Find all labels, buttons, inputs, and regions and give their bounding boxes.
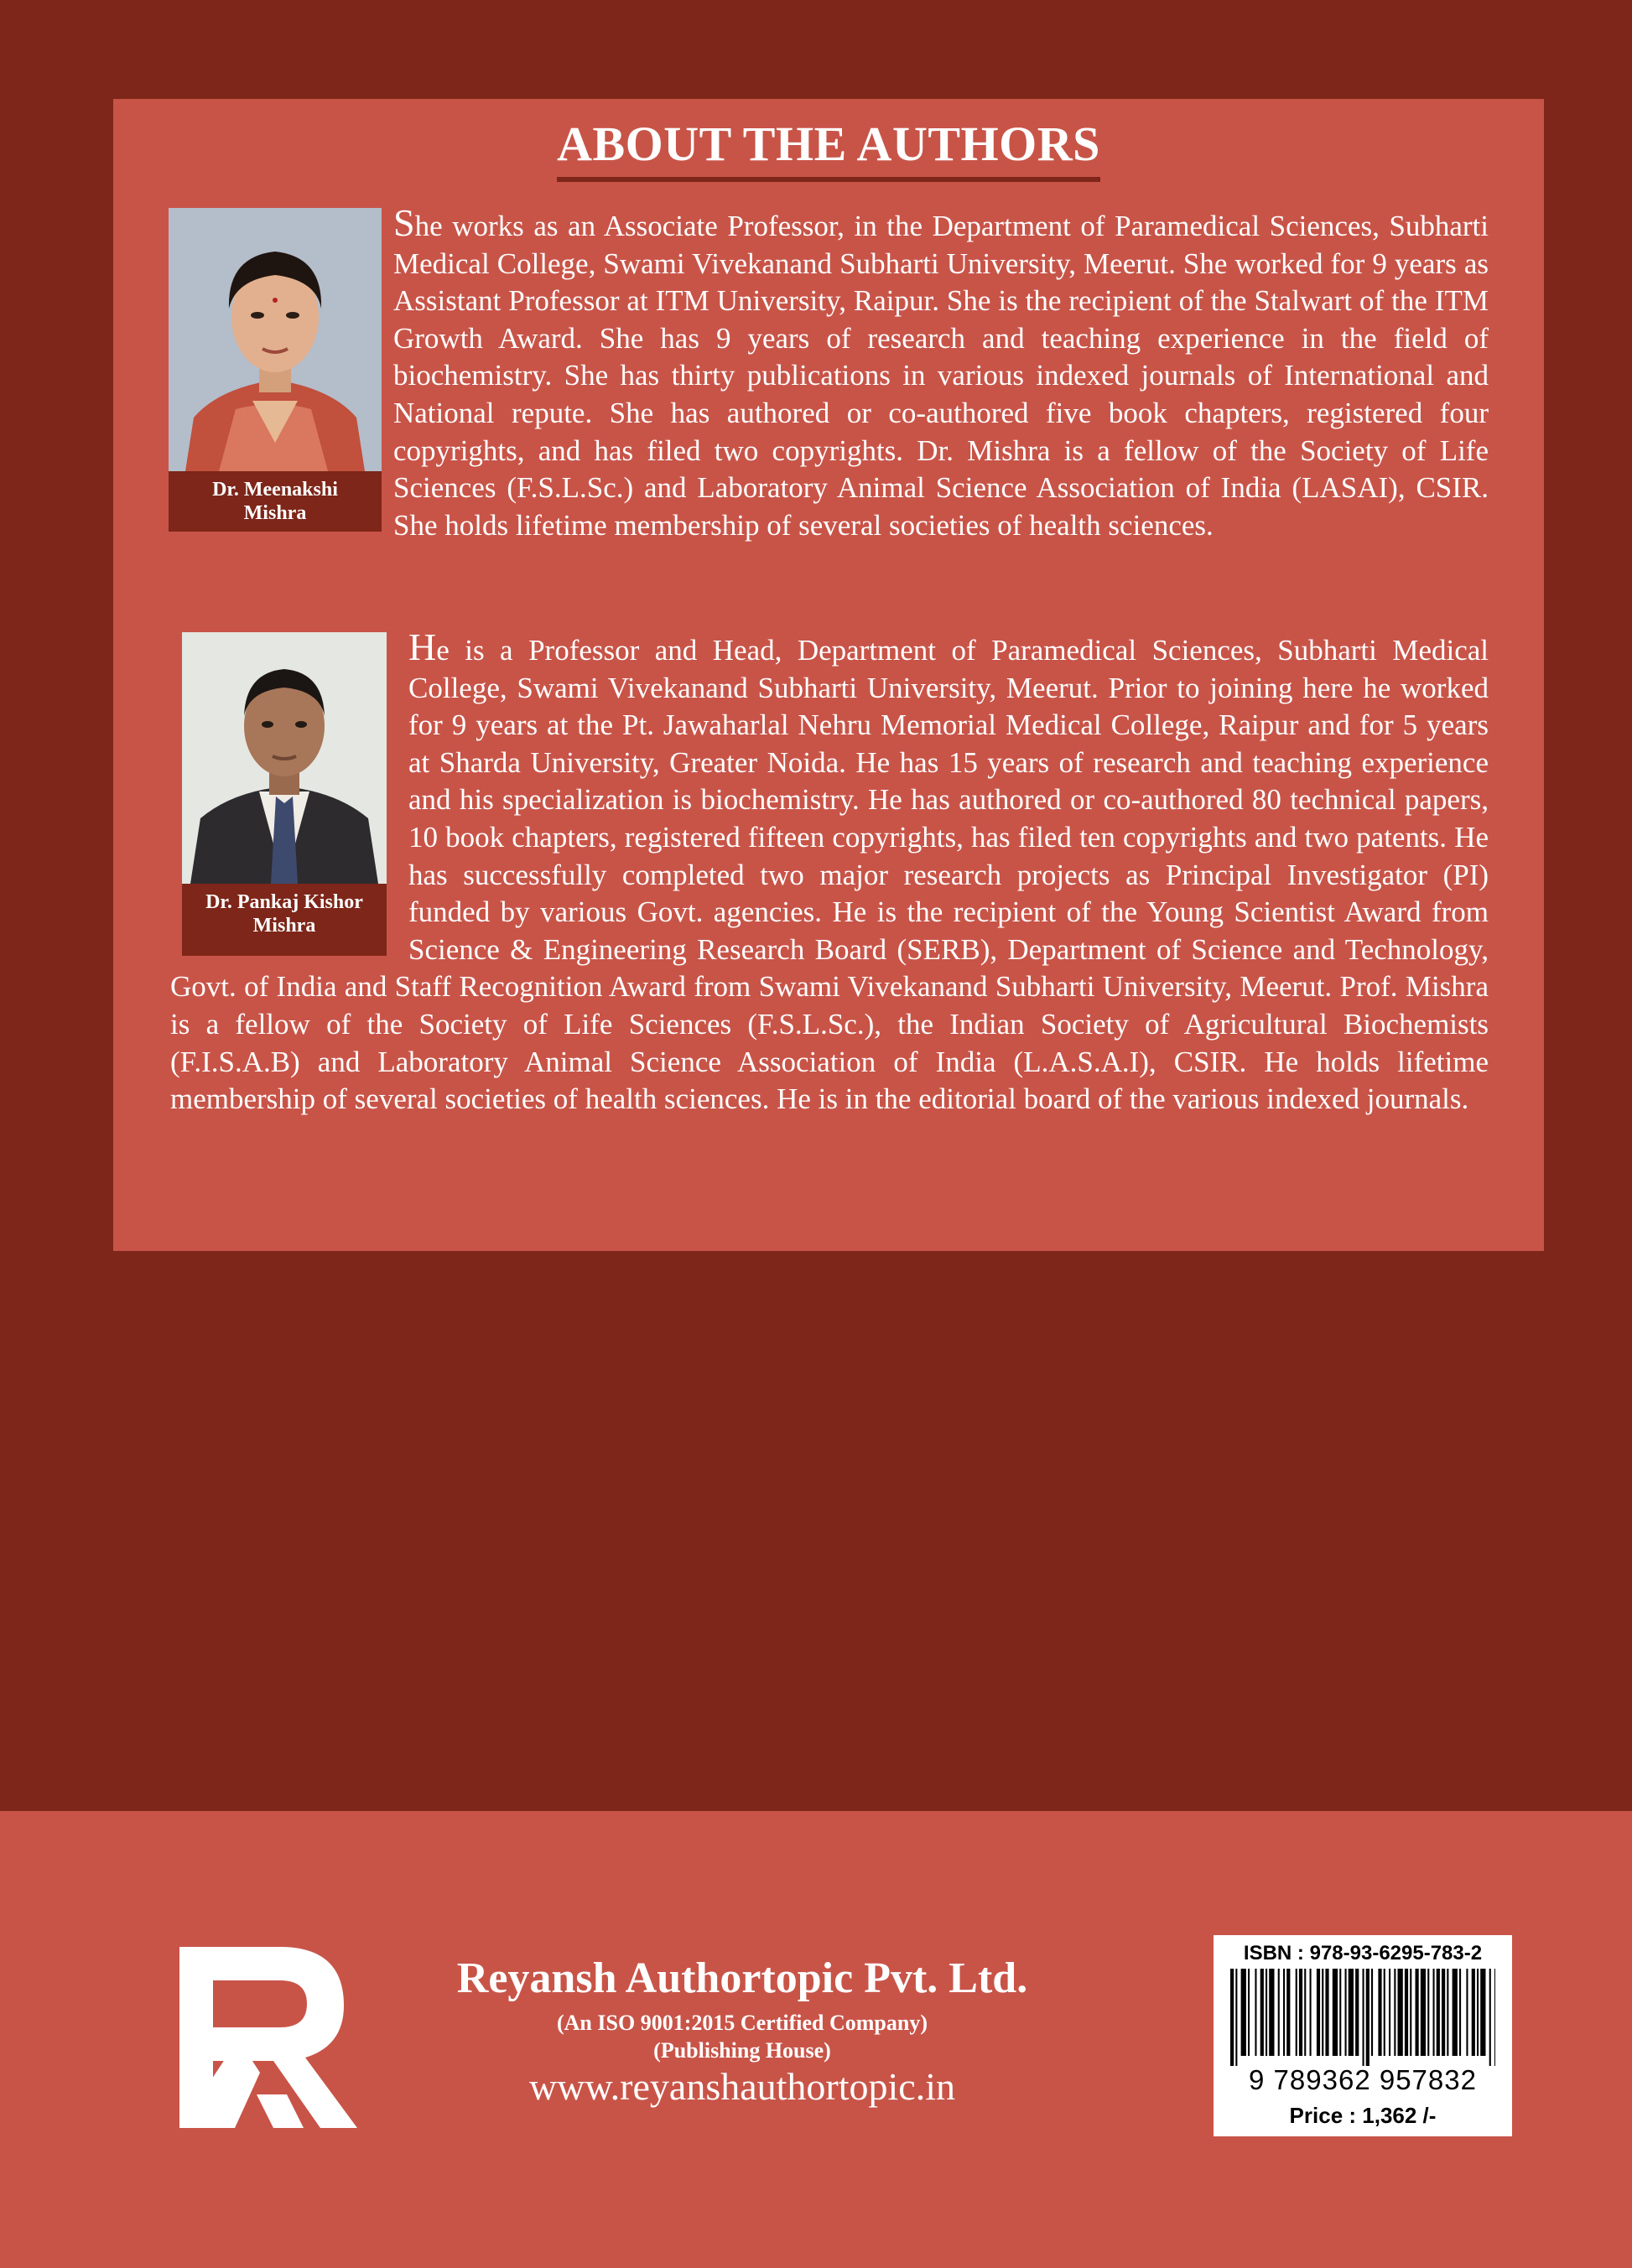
publisher-website-link[interactable]: www.reyanshauthortopic.in (529, 2065, 955, 2108)
barcode-bar (1269, 1969, 1274, 2056)
barcode-bar (1235, 1969, 1237, 2066)
barcode-bar (1459, 1969, 1461, 2056)
author-photo-card-pankaj (182, 632, 387, 956)
barcode-bar (1442, 1969, 1445, 2056)
barcode-bar (1472, 1969, 1475, 2056)
barcode-bar (1260, 1969, 1264, 2056)
barcode-bar (1345, 1969, 1347, 2056)
barcode-bar (1230, 1969, 1234, 2066)
author-bio-pankaj (170, 625, 1489, 1118)
barcode-bar (1371, 1969, 1373, 2056)
portrait-woman-icon (169, 208, 382, 471)
barcode-digits: 9 789362 957832 (1249, 2064, 1477, 2095)
publisher-name: Reyansh Authortopic Pvt. Ltd. (456, 1954, 1028, 2002)
barcode-bar (1437, 1969, 1440, 2056)
author-caption-name-line1: Dr. Pankaj Kishor (205, 891, 363, 913)
author-caption-name-line2: Mishra (252, 915, 316, 937)
barcode-bar (1389, 1969, 1390, 2056)
barcode-bar (1296, 1969, 1297, 2056)
bio-text: he works as an Associate Professor, in the Department of Paramedical Sciences, Subharti Medical College, Swami Vivekanand Subharti University, Meerut. She worked for 9 years as Assistant Professor at ITM University, Raipur. She is the recipient of the Stalwart of the ITM Growth Award. She has 9 years of research and teaching experience in the field of biochemistry. She has thirty publications in various indexed journals of International and National repute. She has authored or co-authored five book chapters, registered four copyrights, and has filed two copyrights. Dr. Mishra is a fellow of the Society of Life Sciences (F.S.L.Sc.) and Laboratory Animal Science Association of India (LASAI), CSIR. She holds lifetime membership of several societies of health sciences. (393, 210, 1489, 542)
barcode-bar (1405, 1969, 1408, 2056)
author-photo-meenakshi (169, 208, 382, 471)
bio-first-letter: S (393, 201, 415, 244)
barcode-bar (1466, 1969, 1468, 2056)
author-caption-pankaj (182, 884, 387, 937)
barcode-bar (1286, 1969, 1290, 2056)
about-authors-panel (113, 99, 1544, 1251)
price-label: Price : 1,362 /- (1289, 2103, 1437, 2128)
barcode-bar (1394, 1969, 1396, 2056)
author-caption-name-line1: Dr. Meenakshi (212, 479, 338, 501)
barcode-bar (1480, 1969, 1485, 2056)
bio-first-letter: H (408, 625, 437, 668)
barcode-bar (1322, 1969, 1323, 2056)
barcode-bar (1299, 1969, 1302, 2056)
barcode-bar (1489, 1969, 1491, 2066)
isbn-label: ISBN : 978-93-6295-783-2 (1243, 1942, 1483, 1964)
barcode-bar (1278, 1969, 1280, 2056)
barcode-bar (1421, 1969, 1426, 2056)
barcode-bar (1317, 1969, 1320, 2056)
barcode-bar (1378, 1969, 1381, 2056)
publisher-iso-line: (An ISO 9001:2015 Certified Company) (557, 2011, 928, 2035)
barcode-bar (1325, 1969, 1328, 2056)
barcode-bar (1384, 1969, 1385, 2056)
barcode-bar (1366, 1969, 1370, 2066)
barcode-bar (1255, 1969, 1256, 2056)
barcode-bar (1304, 1969, 1306, 2056)
barcode-bar (1310, 1969, 1312, 2056)
barcode-bar (1398, 1969, 1403, 2056)
author-photo-card-meenakshi (169, 208, 382, 532)
author-caption-name-line2: Mishra (243, 502, 307, 524)
barcode-bar (1339, 1969, 1341, 2056)
section-title-text: ABOUT THE AUTHORS (557, 116, 1100, 182)
barcode-bar (1410, 1969, 1411, 2056)
barcode-bar (1427, 1969, 1429, 2056)
portrait-man-icon (182, 632, 387, 884)
barcode-bar (1248, 1969, 1250, 2056)
barcode-bar (1433, 1969, 1435, 2056)
author-photo-pankaj (182, 632, 387, 884)
barcode-bar (1477, 1969, 1479, 2056)
barcode-bar (1266, 1969, 1267, 2056)
bio-text: e is a Professor and Head, Department of Paramedical Sciences, Subharti Medical College, Swami Vivekanand Subharti University, Meerut. Prior to joining here he worked for 9 years at the Pt. Jawaharlal Nehru Memorial Medical College, Raipur and for 5 years at Sharda University, Greater Noida. He has 15 years of research and teaching experience and his specialization is biochemistry. He has authored or co-authored 80 technical papers, 10 book chapters, registered fifteen copyrights, has filed ten copyrights and two patents. He has successfully completed two major research projects as Principal Investigator (PI) funded by various Govt. agencies. He is the recipient of the Young Scientist Award from Science & Engineering Research Board (SERB), Department of Science and Technology, Govt. of India and Staff Recognition Award from Swami Vivekanand Subharti University, Meerut. Prof. Mishra is a fellow of the Society of Life Sciences (F.S.L.Sc.), the Indian Society of Agricultural Biochemists (F.I.S.A.B) and Laboratory Animal Science Association of India (L.A.S.A.I), CSIR. He holds lifetime membership of several societies of health sciences. He is in the editorial board of the various indexed journals. (170, 634, 1489, 1116)
barcode-bar (1333, 1969, 1338, 2056)
barcode-bar (1494, 1969, 1495, 2066)
author-caption-meenakshi (169, 471, 382, 525)
barcode-bar (1241, 1969, 1246, 2056)
author-bio-meenakshi (170, 201, 1489, 544)
section-title (113, 116, 1544, 182)
publisher-house-line: (Publishing House) (653, 2038, 831, 2063)
barcode-bar (1447, 1969, 1448, 2056)
barcode-bar (1453, 1969, 1458, 2056)
barcode-bar (1349, 1969, 1354, 2056)
barcode-bar (1363, 1969, 1364, 2066)
ra-monogram-logo-icon (179, 1947, 357, 2128)
barcode-bar (1355, 1969, 1359, 2056)
barcode-bar (1416, 1969, 1419, 2056)
barcode-icon (1230, 1969, 1495, 2066)
barcode-bar (1283, 1969, 1285, 2056)
isbn-barcode-box (1214, 1935, 1512, 2136)
